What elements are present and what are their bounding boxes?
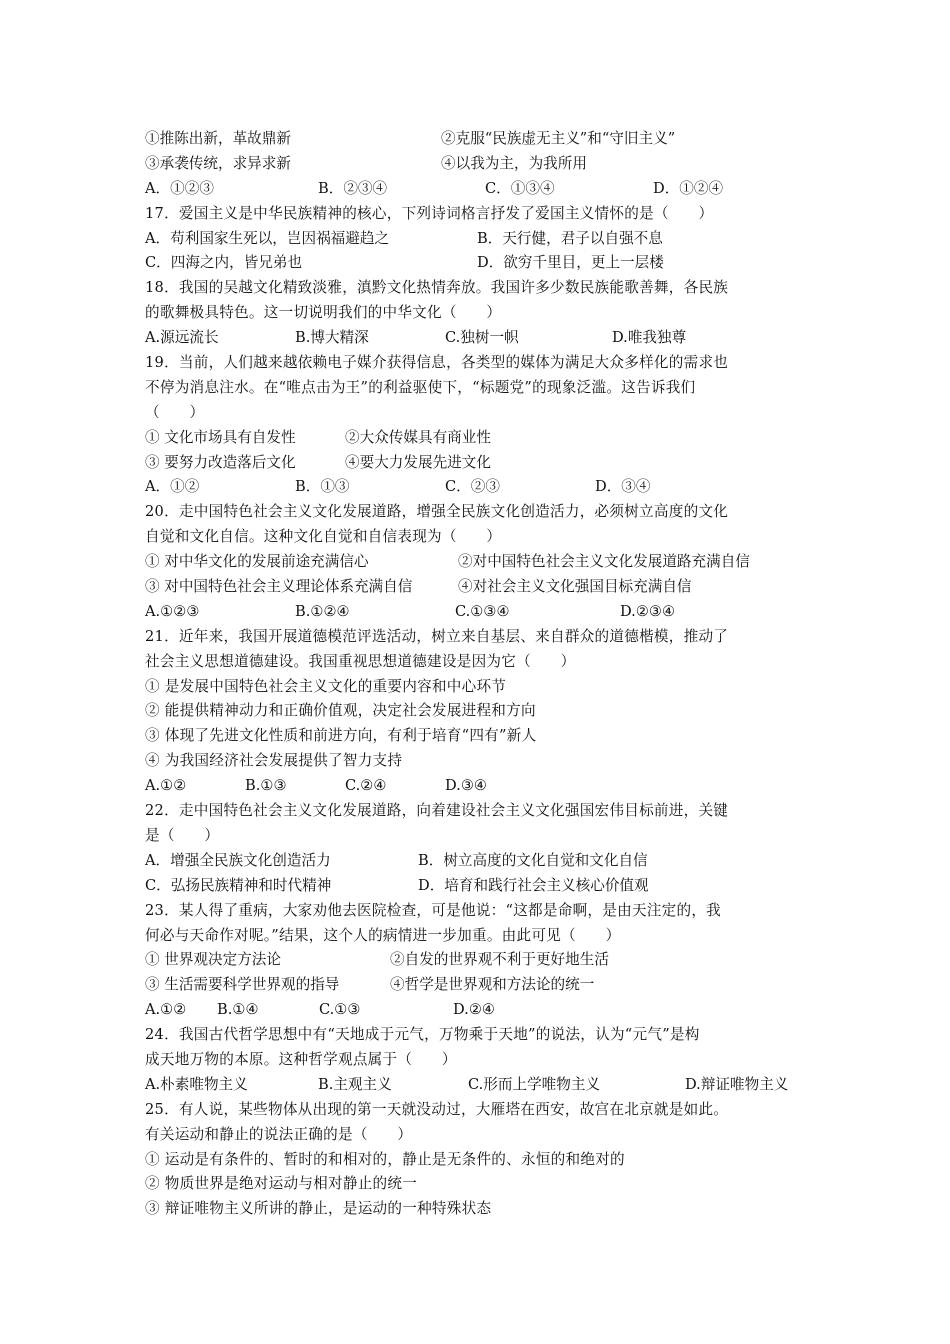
line-text: 是（ ）	[145, 826, 220, 844]
text-line	[145, 202, 810, 227]
option-text: C．弘扬民族精神和时代精神	[145, 876, 332, 894]
text-line	[145, 451, 810, 476]
option-text: ③ 要努力改造落后文化	[145, 453, 296, 471]
option-text: B.①③	[245, 777, 287, 795]
text-line	[145, 973, 810, 998]
option-text: ②自发的世界观不利于更好地生活	[390, 951, 609, 969]
text-line	[145, 550, 810, 575]
option-text: A.源远流长	[145, 329, 219, 347]
line-text: 24．我国古代哲学思想中有“天地成于元气，万物乘于天地”的说法，认为“元气”是构	[145, 1026, 700, 1044]
line-text: ④ 为我国经济社会发展提供了智力支持	[145, 752, 403, 770]
line-text: 19．当前，人们越来越依赖电子媒介获得信息，各类型的媒体为满足大众多样化的需求也	[145, 354, 729, 372]
text-line	[145, 127, 810, 152]
text-line	[145, 1172, 810, 1197]
line-text: ① 是发展中国特色社会主义文化的重要内容和中心环节	[145, 677, 507, 695]
line-text: （ ）	[145, 403, 205, 421]
option-text: A．苟利国家生死以，岂因祸福避趋之	[145, 229, 390, 247]
text-line	[145, 824, 810, 849]
option-text: ②大众传媒具有商业性	[345, 428, 491, 446]
option-text: ②对中国特色社会主义文化发展道路充满自信	[458, 553, 750, 571]
option-text: ④对社会主义文化强国目标充满自信	[458, 578, 692, 596]
option-text: ④哲学是世界观和方法论的统一	[390, 976, 595, 994]
option-text: D．①②④	[653, 179, 724, 197]
option-text: D．欲穷千里目，更上一层楼	[477, 254, 664, 272]
line-text: 25．有人说，某些物体从出现的第一天就没动过，大雁塔在西安，故宫在北京就是如此。	[145, 1100, 729, 1118]
text-line	[145, 675, 810, 700]
option-text: ④要大力发展先进文化	[345, 453, 491, 471]
line-text: 的歌舞极具特色。这一切说明我们的中华文化（ ）	[145, 304, 502, 322]
option-text: B.①②④	[295, 602, 350, 620]
option-text: ②克服“民族虚无主义”和“守旧主义”	[441, 130, 676, 147]
option-text: ④以我为主，为我所用	[441, 154, 587, 172]
text-line	[145, 1098, 810, 1123]
option-text: C.形而上学唯物主义	[468, 1075, 601, 1093]
line-text: 有关运动和静止的说法正确的是（ ）	[145, 1125, 413, 1143]
option-text: C.②④	[345, 777, 387, 795]
line-text: 何必与天命作对呢。”结果，这个人的病情进一步加重。由此可见（ ）	[145, 926, 621, 944]
option-text: B．天行健，君子以自强不息	[477, 229, 663, 247]
option-text: C.①③④	[455, 602, 510, 620]
line-text: ③ 体现了先进文化性质和前进方向，有利于培育“四有”新人	[145, 727, 537, 745]
option-text: ① 世界观决定方法论	[145, 951, 281, 969]
option-text: C．四海之内，皆兄弟也	[145, 254, 303, 272]
option-text: A.①②	[145, 777, 187, 795]
option-text: A．①②③	[145, 179, 214, 197]
option-text: B.主观主义	[318, 1075, 392, 1093]
option-text: D.②③④	[620, 602, 676, 620]
line-text: 17．爱国主义是中华民族精神的核心，下列诗词格言抒发了爱国主义情怀的是（ ）	[145, 204, 714, 222]
text-line	[145, 1148, 810, 1173]
option-text: A.朴素唯物主义	[145, 1075, 248, 1093]
option-text: B.①④	[217, 1001, 259, 1019]
text-line	[145, 177, 810, 202]
option-text: D.③④	[445, 777, 487, 795]
text-line	[145, 276, 810, 301]
line-text: ② 能提供精神动力和正确价值观，决定社会发展进程和方向	[145, 702, 536, 720]
text-line	[145, 625, 810, 650]
text-line	[145, 251, 810, 276]
option-text: B．②③④	[318, 179, 388, 197]
line-text: 自觉和文化自信。这种文化自觉和自信表现为（ ）	[145, 528, 502, 546]
text-line	[145, 924, 810, 949]
option-text: A.①②③	[145, 602, 200, 620]
text-line	[145, 699, 810, 724]
option-text: B．树立高度的文化自觉和文化自信	[418, 851, 648, 869]
line-text: ② 物质世界是绝对运动与相对静止的统一	[145, 1175, 418, 1193]
text-line	[145, 998, 810, 1023]
line-text: 成天地万物的本原。这种哲学观点属于（ ）	[145, 1050, 457, 1068]
text-line	[145, 650, 810, 675]
text-line	[145, 899, 810, 924]
text-line	[145, 525, 810, 550]
text-line	[145, 1048, 810, 1073]
text-line	[145, 1197, 810, 1222]
option-text: D．③④	[595, 478, 651, 496]
line-text: 22．走中国特色社会主义文化发展道路，向着建设社会主义文化强国宏伟目标前进，关键	[145, 802, 729, 820]
option-text: C.①③	[319, 1001, 361, 1019]
exam-page	[145, 127, 810, 1222]
option-text: B.博大精深	[295, 329, 369, 347]
text-line	[145, 799, 810, 824]
text-line	[145, 351, 810, 376]
text-line	[145, 1123, 810, 1148]
text-line	[145, 376, 810, 401]
option-text: B．①③	[295, 478, 350, 496]
option-text: ①推陈出新，革故鼎新	[145, 130, 291, 147]
option-text: ① 对中华文化的发展前途充满信心	[145, 553, 369, 571]
option-text: ③承袭传统，求异求新	[145, 154, 291, 172]
option-text: C．①③④	[485, 179, 555, 197]
text-line	[145, 326, 810, 351]
text-line	[145, 948, 810, 973]
option-text: A.①②	[145, 1001, 187, 1019]
line-text: 21．近年来，我国开展道德模范评选活动，树立来自基层、来自群众的道德楷模，推动了	[145, 627, 729, 645]
text-line	[145, 227, 810, 252]
option-text: D．培育和践行社会主义核心价值观	[418, 876, 649, 894]
option-text: A．①②	[145, 478, 200, 496]
option-text: ① 文化市场具有自发性	[145, 428, 296, 446]
text-line	[145, 749, 810, 774]
option-text: D.唯我独尊	[612, 329, 687, 347]
line-text: 不停为消息注水。在“唯点击为王”的利益驱使下，“标题党”的现象泛滥。这告诉我们	[145, 378, 696, 396]
text-line	[145, 575, 810, 600]
text-line	[145, 724, 810, 749]
line-text: 社会主义思想道德建设。我国重视思想道德建设是因为它（ ）	[145, 652, 576, 670]
line-text: 20．走中国特色社会主义文化发展道路，增强全民族文化创造活力，必须树立高度的文化	[145, 503, 729, 521]
option-text: C．②③	[445, 478, 500, 496]
text-line	[145, 500, 810, 525]
text-line	[145, 426, 810, 451]
text-line	[145, 774, 810, 799]
option-text: D.辩证唯物主义	[685, 1075, 789, 1093]
line-text: ③ 辩证唯物主义所讲的静止，是运动的一种特殊状态	[145, 1200, 492, 1218]
text-line	[145, 401, 810, 426]
text-line	[145, 152, 810, 177]
option-text: ③ 生活需要科学世界观的指导	[145, 976, 340, 994]
option-text: ③ 对中国特色社会主义理论体系充满自信	[145, 578, 413, 596]
text-line	[145, 475, 810, 500]
line-text: 18．我国的吴越文化精致淡雅，滇黔文化热情奔放。我国许多少数民族能歌善舞，各民族	[145, 279, 729, 297]
text-line	[145, 874, 810, 899]
line-text: 23．某人得了重病，大家劝他去医院检查，可是他说：“这都是命啊，是由天注定的，我	[145, 901, 722, 919]
text-line	[145, 849, 810, 874]
option-text: A．增强全民族文化创造活力	[145, 851, 331, 869]
text-line	[145, 1023, 810, 1048]
option-text: C.独树一帜	[445, 329, 519, 347]
text-line	[145, 301, 810, 326]
text-line	[145, 1073, 810, 1098]
option-text: D.②④	[453, 1001, 495, 1019]
text-line	[145, 600, 810, 625]
line-text: ① 运动是有条件的、暂时的和相对的，静止是无条件的、永恒的和绝对的	[145, 1150, 625, 1168]
